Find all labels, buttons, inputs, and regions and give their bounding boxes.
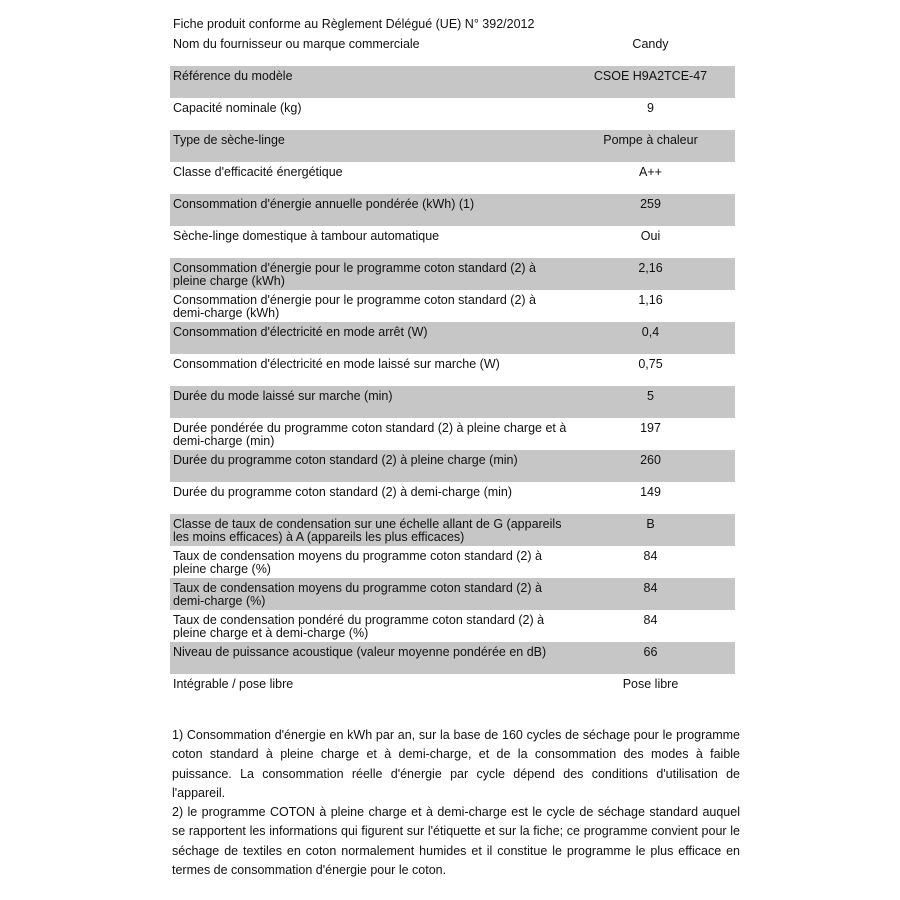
spec-value: 84 [643,549,658,563]
spec-label: Niveau de puissance acoustique (valeur moyenne pondérée en dB) [173,645,547,659]
spec-label: Durée pondérée du programme coton standard (2) à pleine charge et à demi-charge (min) [173,421,567,448]
footnotes [172,726,740,880]
spec-label: Nom du fournisseur ou marque commerciale [173,37,420,51]
spec-row [170,482,735,514]
fiche-title: Fiche produit conforme au Règlement Délégué (UE) N° 392/2012 [173,17,535,31]
spec-label: Capacité nominale (kg) [173,101,302,115]
spec-row [170,290,735,322]
spec-label: Type de sèche-linge [173,133,285,147]
spec-label: Sèche-linge domestique à tambour automatique [173,229,440,243]
spec-value: 9 [647,101,654,115]
spec-label: Référence du modèle [173,69,293,83]
spec-value: 149 [640,485,661,499]
spec-row [170,322,735,354]
footnote-2: 2) le programme COTON à pleine charge et à demi-charge est le cycle de séchage standard auquel se rapportent les informations qui figurent sur l'étiquette et sur la fiche; ce programme convient pour le séchage de textiles en coton normalement humides et il constitue le programme le plus efficace en termes de consommation d'énergie pour le coton. [172,805,740,878]
spec-label: Taux de condensation moyens du programme coton standard (2) à demi-charge (%) [173,581,542,608]
spec-row [170,674,735,706]
spec-label: Classe d'efficacité énergétique [173,165,343,179]
spec-row [170,610,735,642]
spec-label: Durée du programme coton standard (2) à demi-charge (min) [173,485,513,499]
spec-label: Taux de condensation pondéré du programme coton standard (2) à pleine charge et à demi-charge (%) [173,613,545,640]
spec-row [170,130,735,162]
spec-value: 84 [643,581,658,595]
spec-row [170,546,735,578]
spec-label: Durée du mode laissé sur marche (min) [173,389,393,403]
spec-value: A++ [639,165,662,179]
spec-value: 0,75 [638,357,663,371]
spec-row [170,418,735,450]
spec-row [170,578,735,610]
spec-row [170,354,735,386]
spec-value: B [646,517,655,531]
spec-row [170,642,735,674]
spec-label: Consommation d'énergie pour le programme coton standard (2) à pleine charge (kWh) [173,261,536,288]
spec-value: Candy [632,37,669,51]
spec-row [170,98,735,130]
product-fiche [170,12,735,706]
spec-value: 5 [647,389,654,403]
spec-value: CSOE H9A2TCE-47 [593,69,708,83]
spec-table [170,34,735,706]
spec-label: Taux de condensation moyens du programme coton standard (2) à pleine charge (%) [173,549,542,576]
spec-value: 1,16 [638,293,663,307]
spec-value: 84 [643,613,658,627]
spec-value: 197 [640,421,661,435]
spec-row [170,258,735,290]
spec-value: 0,4 [641,325,660,339]
spec-value: 259 [640,197,661,211]
spec-label: Consommation d'électricité en mode arrêt (W) [173,325,428,339]
spec-row [170,514,735,546]
spec-label: Intégrable / pose libre [173,677,294,691]
spec-label: Consommation d'énergie pour le programme coton standard (2) à demi-charge (kWh) [173,293,536,320]
spec-label: Durée du programme coton standard (2) à pleine charge (min) [173,453,518,467]
spec-row [170,226,735,258]
spec-row [170,66,735,98]
spec-label: Consommation d'énergie annuelle pondérée (kWh) (1) [173,197,475,211]
spec-row [170,386,735,418]
spec-row [170,162,735,194]
spec-value: Oui [640,229,661,243]
spec-value: Pose libre [622,677,679,691]
spec-row [170,450,735,482]
spec-value: 2,16 [638,261,663,275]
spec-value: 66 [643,645,658,659]
spec-value: 260 [640,453,661,467]
spec-row [170,194,735,226]
spec-row [170,34,735,66]
spec-label: Classe de taux de condensation sur une échelle allant de G (appareils les moins efficaces) à A (appareils les plus efficaces) [173,517,562,544]
footnote-1: 1) Consommation d'énergie en kWh par an, sur la base de 160 cycles de séchage pour le programme coton standard à pleine charge et à demi-charge, et de la consommation des modes à faible puissance. La consommation réelle d'énergie par cycle dépend des conditions d'utilisation de l'appareil. [172,728,740,800]
spec-label: Consommation d'électricité en mode laissé sur marche (W) [173,357,500,371]
spec-value: Pompe à chaleur [603,133,698,147]
